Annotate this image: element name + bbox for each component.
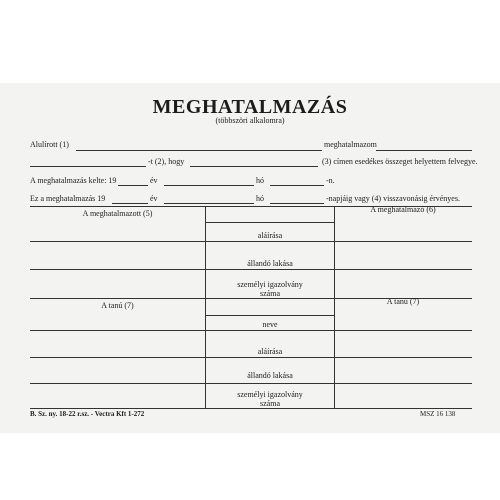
agent-column-header: A meghatalmazott (5) <box>82 209 153 218</box>
witness-residence-label: állandó lakása <box>247 371 293 380</box>
witness-right-header: A tanú (7) <box>386 297 420 306</box>
witness-left-header: A tanú (7) <box>101 301 134 310</box>
validity-month-unit: hó <box>256 194 264 203</box>
form-sheet <box>0 83 500 433</box>
validity-label: Ez a meghatalmazás 19 <box>30 194 106 203</box>
principal-column-header: A meghatalmazó (6) <box>370 205 436 214</box>
witness-signature-rule <box>30 357 472 358</box>
issue-date-label: A meghatalmazás kelte: 19 <box>30 176 117 185</box>
witness-id-card-label: személyi igazolvány <box>237 390 303 399</box>
validity-day-field[interactable] <box>270 203 324 204</box>
agent-name-field-1[interactable] <box>376 150 472 151</box>
name-row-rule <box>30 330 472 331</box>
validity-tail-text: -napjáig vagy (4) visszavonásig érvényes. <box>326 194 460 203</box>
issue-day-field[interactable] <box>270 185 324 186</box>
witness-signature-label: aláírása <box>257 347 283 356</box>
residence-label: állandó lakása <box>247 259 293 268</box>
id-number-label: száma <box>260 289 280 298</box>
principal-name-field[interactable] <box>76 150 322 151</box>
authorize-text: meghatalmazom <box>324 140 377 149</box>
issue-day-suffix: -n. <box>326 176 335 185</box>
name-label: neve <box>262 320 278 329</box>
issue-year-field[interactable] <box>118 185 148 186</box>
form-catalog-code: B. Sz. ny. 18-22 r.sz. - Vectra Kft 1-272 <box>30 410 145 418</box>
table-bottom-rule <box>30 408 472 409</box>
table-row-divider <box>205 222 335 223</box>
form-title: MEGHATALMAZÁS <box>152 96 348 118</box>
standard-code: MSZ 16 138 <box>420 410 456 418</box>
principal-label: Alulírott (1) <box>30 140 69 149</box>
signature-row-rule <box>30 241 472 242</box>
witness-residence-rule <box>30 383 472 384</box>
witness-id-number-label: száma <box>260 399 280 408</box>
address-field[interactable] <box>190 166 318 167</box>
collect-text: (3) címen esedékes összeget helyettem felvegye. <box>322 157 478 166</box>
table-row-divider <box>205 315 335 316</box>
signature-label: aláírása <box>257 231 283 240</box>
form-subtitle: (többszöri alkalomra) <box>215 116 285 125</box>
agent-suffix-text: -t (2), hogy <box>148 157 185 166</box>
agent-name-field-2[interactable] <box>30 166 146 167</box>
issue-month-field[interactable] <box>164 185 254 186</box>
issue-month-unit: hó <box>256 176 264 185</box>
residence-row-rule <box>30 269 472 270</box>
id-card-label: személyi igazolvány <box>237 280 303 289</box>
validity-year-field[interactable] <box>112 203 148 204</box>
validity-year-unit: év <box>150 194 158 203</box>
validity-month-field[interactable] <box>164 203 254 204</box>
issue-year-unit: év <box>150 176 158 185</box>
